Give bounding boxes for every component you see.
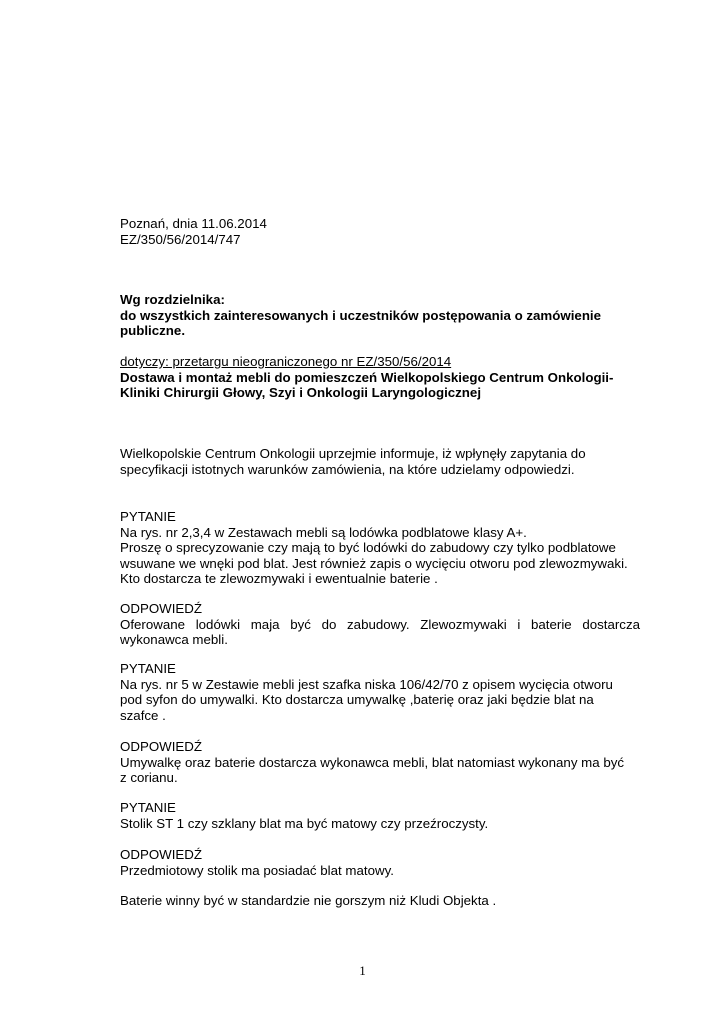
question-line: pod syfon do umywalki. Kto dostarcza umywalkę ,baterię oraz jaki będzie blat na — [120, 692, 594, 708]
closing-note-text: Baterie winny być w standardzie nie gorszym niż Kludi Objekta . — [120, 893, 497, 908]
page-number: 1 — [359, 963, 366, 978]
answer-2 — [120, 739, 640, 786]
answer-3 — [120, 847, 640, 878]
question-label: PYTANIE — [120, 509, 176, 524]
subject — [120, 354, 640, 401]
question-label: PYTANIE — [120, 661, 176, 676]
answer-1 — [120, 601, 640, 648]
question-line: Proszę o sprecyzowanie czy mają to być lodówki do zabudowy czy tylko podblatowe — [120, 540, 616, 556]
addressee-line-1: Wg rozdzielnika: — [120, 292, 225, 307]
answer-line: z corianu. — [120, 770, 178, 786]
intro-line-1: Wielkopolskie Centrum Onkologii uprzejmie informuje, iż wpłynęły zapytania do — [120, 446, 586, 461]
answer-line: Umywalkę oraz baterie dostarcza wykonawca mebli, blat natomiast wykonany ma być — [120, 754, 625, 770]
question-2 — [120, 661, 640, 723]
question-3 — [120, 800, 640, 831]
question-line: Na rys. nr 5 w Zestawie mebli jest szafka niska 106/42/70 z opisem wycięcia otworu — [120, 676, 613, 692]
answer-label: ODPOWIEDŹ — [120, 601, 202, 616]
question-line: wsuwane we wnęki pod blat. Jest również zapis o wycięciu otworu pod zlewozmywaki. — [120, 555, 628, 571]
question-line: Kto dostarcza te zlewozmywaki i ewentualnie baterie . — [120, 571, 438, 587]
answer-label: ODPOWIEDŹ — [120, 739, 202, 754]
letter-header — [120, 216, 640, 247]
question-line: Na rys. nr 2,3,4 w Zestawach mebli są lodówka podblatowe klasy A+. — [120, 524, 527, 540]
subject-title-line-2: Kliniki Chirurgii Głowy, Szyi i Onkologii Laryngologicznej — [120, 385, 482, 401]
question-line: Stolik ST 1 czy szklany blat ma być matowy czy przeźroczysty. — [120, 815, 489, 831]
addressee — [120, 292, 640, 339]
subject-regarding: dotyczy: przetargu nieograniczonego nr EZ/350/56/2014 — [120, 354, 452, 369]
intro-paragraph — [120, 446, 640, 477]
closing-note — [120, 893, 640, 909]
place-date: Poznań, dnia 11.06.2014 — [120, 216, 267, 231]
subject-title-line-1: Dostawa i montaż mebli do pomieszczeń Wielkopolskiego Centrum Onkologii- — [120, 369, 614, 385]
question-label: PYTANIE — [120, 800, 176, 815]
answer-line: Oferowane lodówki maja być do zabudowy. Zlewozmywaki i baterie dostarcza — [120, 616, 640, 632]
reference-number: EZ/350/56/2014/747 — [120, 231, 241, 247]
question-1 — [120, 509, 640, 587]
answer-label: ODPOWIEDŹ — [120, 847, 202, 862]
question-line: szafce . — [120, 707, 166, 723]
addressee-line-2: do wszystkich zainteresowanych i uczestników postępowania o zamówienie — [120, 307, 602, 323]
intro-line-2: specyfikacji istotnych warunków zamówienia, na które udzielamy odpowiedzi. — [120, 461, 575, 477]
answer-line: Przedmiotowy stolik ma posiadać blat matowy. — [120, 862, 394, 878]
addressee-line-3: publiczne. — [120, 323, 186, 339]
answer-line: wykonawca mebli. — [120, 632, 228, 648]
